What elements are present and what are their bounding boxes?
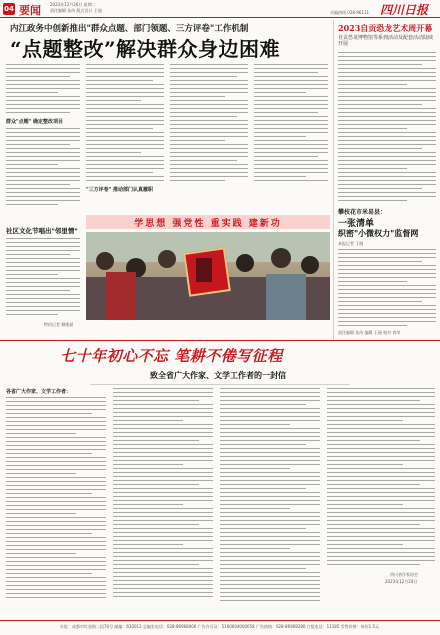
article-text-col1 — [6, 64, 80, 116]
section-name: 要闻 — [19, 4, 41, 17]
letter-signature: 四川省作家协会 — [390, 572, 418, 577]
main-kicker: 内江政务中创新推出"群众点题、部门领题、三方评卷"工作机制 — [10, 24, 249, 34]
right-text-2 — [338, 249, 436, 329]
slogan-banner — [86, 215, 330, 229]
page-header — [0, 0, 440, 18]
letter-opening: 各省广大作家、文学工作者： — [6, 389, 72, 395]
main-headline: “点题整改”解决群众身边困难 — [10, 37, 281, 61]
subhead-3: "三方评卷" 推动部门认真履职 — [86, 187, 153, 193]
section-rule — [0, 340, 440, 341]
letter-col4 — [327, 388, 435, 568]
header-rule — [0, 17, 440, 18]
article-text-col2 — [86, 64, 164, 184]
photo-caption-text — [6, 238, 80, 318]
article-text-col3 — [170, 64, 248, 184]
column-divider — [333, 20, 334, 340]
brief-headline: 一张清单 — [338, 219, 375, 229]
letter-title: 致全省广大作家、文学工作者的一封信 — [150, 371, 286, 380]
brief-title: 攀枝花市米易县： — [338, 209, 387, 216]
masthead: 四川日报 — [380, 3, 429, 17]
article-text-col1b — [6, 128, 80, 208]
phone-line: 采编热线 028-96111 — [330, 10, 370, 15]
letter-col1 — [6, 397, 106, 601]
footer-text: 社址：成都市红星路二段70号 邮编：610012 总编室电话：028-86968000 广告许可证：5100004000058 广告热线：028-86968280 订报电话：11185 零售价格：每份1.5元 — [60, 624, 380, 629]
letter-col2 — [113, 388, 213, 600]
letter-calligraphy: 七十年初心不忘 笔耕不倦写征程 — [60, 347, 283, 365]
brief-headline-2: 织密"小微权力"监督网 — [338, 228, 419, 238]
letter-date: 2023年12月24日 — [385, 579, 418, 584]
footer-rule — [0, 620, 440, 621]
main-photo — [86, 232, 330, 320]
brief-credit: 本报记者 王晓 — [338, 241, 364, 246]
article-text-col4 — [254, 64, 328, 184]
letter-col3 — [220, 388, 320, 604]
editor-line: 责任编辑 张芮 版式设计 王迪 — [50, 8, 102, 13]
letter-title-rule — [90, 384, 350, 385]
right-deck: 自贡恐龙博物馆等系列活动及配套活动陆续开展 — [338, 35, 434, 47]
right-footer: 责任编辑 张芮 编辑 王丽 校对 冉荣 — [338, 330, 401, 335]
byline: 特约记者 柳维斌 — [44, 322, 74, 327]
right-headline: 2023自贡恐龙艺术周开幕 — [338, 23, 433, 33]
slogan-text: 学思想 强党性 重实践 建新功 — [134, 219, 282, 229]
date-line: 2023年12月26日 星期二 — [50, 2, 96, 7]
subhead-1: 群众"点题" 确定整改项目 — [6, 119, 63, 125]
right-text-1 — [338, 52, 436, 204]
page-number-badge: 04 — [4, 5, 14, 13]
photo-caption-title: 社区文化节唱出"邻里情" — [6, 227, 78, 235]
